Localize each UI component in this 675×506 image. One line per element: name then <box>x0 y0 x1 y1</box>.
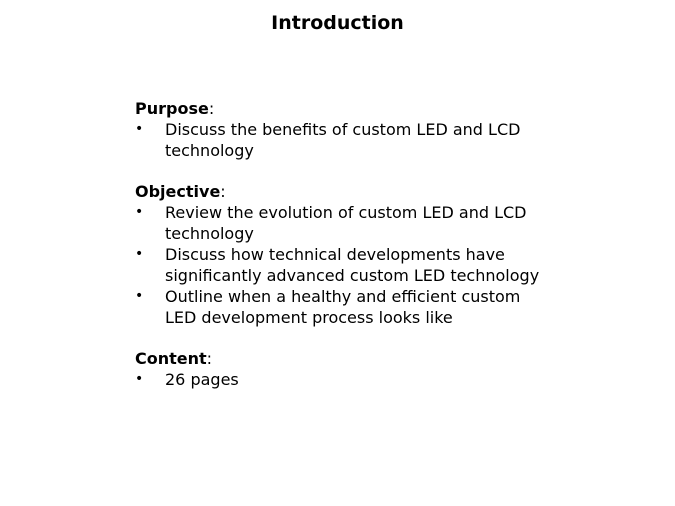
section-heading <box>135 98 545 119</box>
bullet-text: Discuss how technical developments have significantly advanced custom LED technology <box>165 245 540 285</box>
bullet-list <box>135 119 545 161</box>
slide-title: Introduction <box>271 12 404 34</box>
heading-colon: : <box>208 99 215 118</box>
bullet-text: Outline when a healthy and efficient custom LED development process looks like <box>165 287 521 327</box>
slide-content <box>135 98 545 390</box>
bullet-icon: • <box>135 121 144 137</box>
bullet-icon: • <box>135 288 144 304</box>
bullet-item <box>135 119 545 161</box>
section-purpose <box>135 98 545 161</box>
section-content <box>135 348 545 390</box>
bullet-text: 26 pages <box>165 370 239 389</box>
section-objective <box>135 181 545 328</box>
bullet-text: Discuss the benefits of custom LED and LCD technology <box>165 120 521 160</box>
heading-label: Purpose <box>135 99 209 118</box>
heading-label: Objective <box>135 182 221 201</box>
bullet-list <box>135 202 545 328</box>
heading-colon: : <box>220 182 226 201</box>
bullet-list <box>135 369 545 390</box>
bullet-icon: • <box>135 246 144 262</box>
bullet-item <box>135 286 545 328</box>
heading-colon: : <box>206 349 213 368</box>
bullet-item <box>135 244 545 286</box>
section-heading <box>135 181 545 202</box>
bullet-icon: • <box>135 204 144 220</box>
bullet-text: Review the evolution of custom LED and LCD technology <box>165 203 527 243</box>
bullet-icon: • <box>135 371 144 387</box>
bullet-item <box>135 202 545 244</box>
bullet-item <box>135 369 545 390</box>
section-heading <box>135 348 545 369</box>
heading-label: Content <box>135 349 207 368</box>
